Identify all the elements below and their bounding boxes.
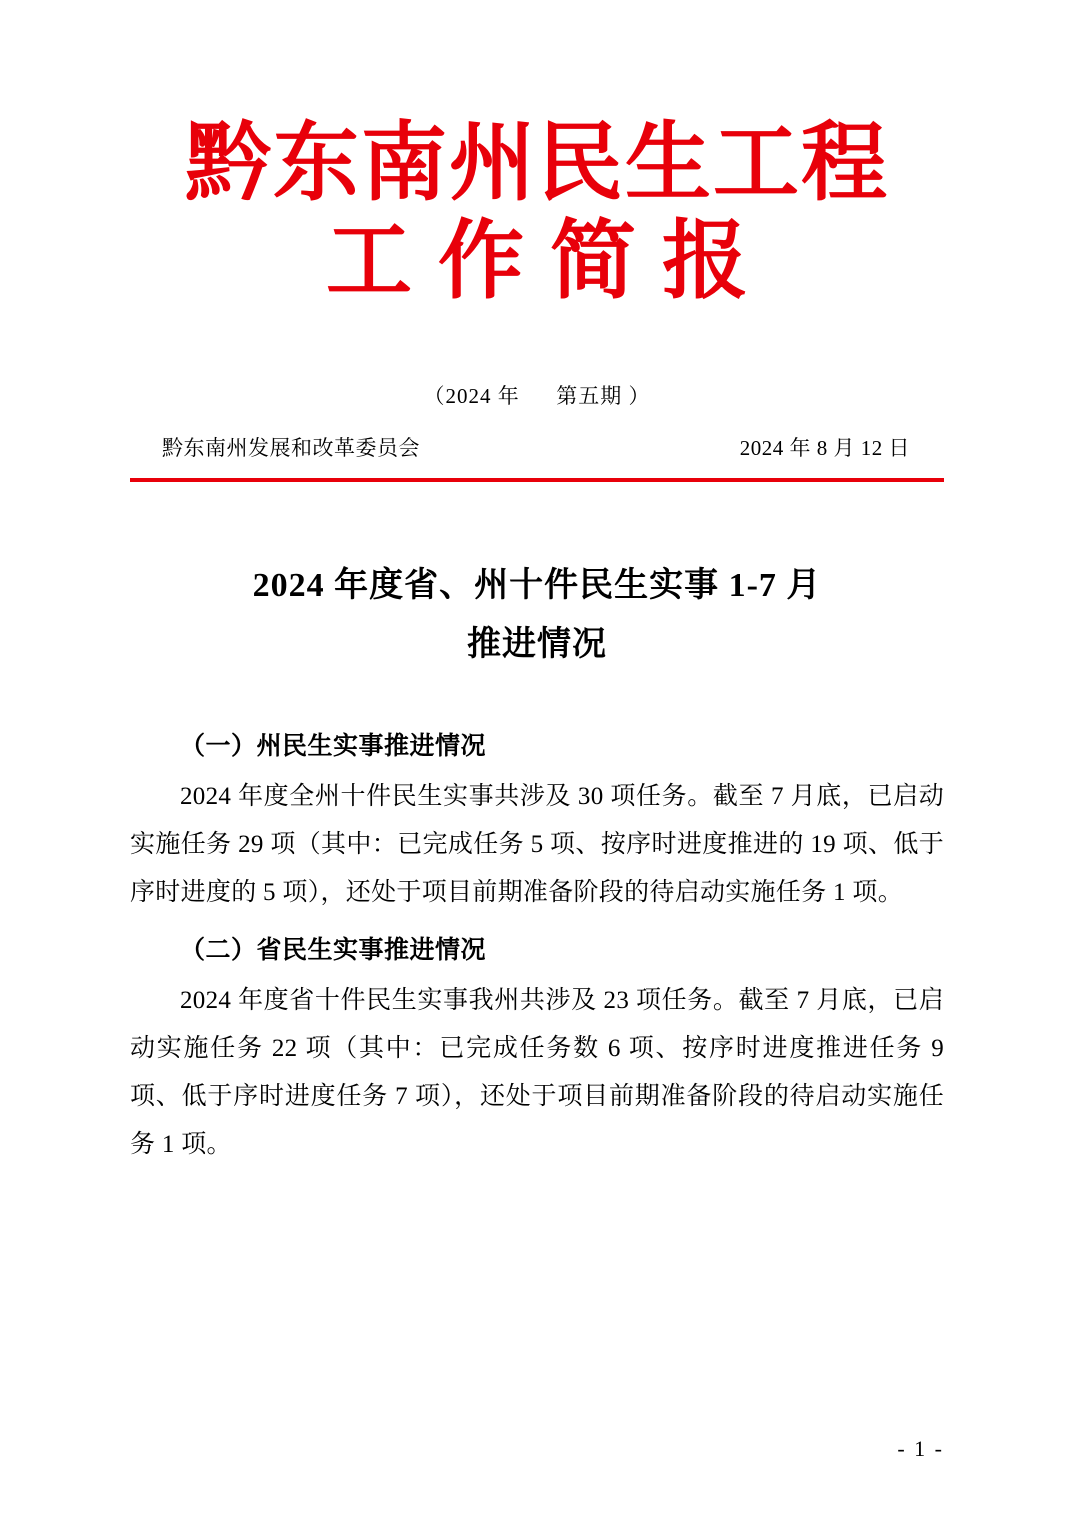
issue-number: 第五期: [556, 383, 623, 408]
article-body: [130, 723, 944, 1169]
issue-suffix: ）: [628, 383, 651, 408]
masthead-title-line1: 黔东南州民生工程: [185, 113, 889, 213]
page-number: - 1 -: [897, 1436, 944, 1461]
page-title-line1: 2024 年度省、州十件民生实事 1-7 月: [252, 566, 822, 604]
page-title-line2: 推进情况: [467, 626, 607, 664]
publish-date: 2024 年 8 月 12 日: [739, 435, 910, 460]
publisher-name: 黔东南州发展和改革委员会: [162, 435, 420, 460]
header-divider: [130, 478, 944, 482]
issue-prefix: （2024 年: [423, 383, 520, 408]
masthead: [130, 0, 944, 316]
masthead-title-line2: 工作简报: [326, 211, 774, 312]
publisher-row: [130, 432, 944, 462]
issue-line: [130, 380, 944, 410]
section-paragraph-1: 2024 年度全州十件民生实事共涉及 30 项任务。截至 7 月底，已启动实施任务 29 项（其中：已完成任务 5 项、按序时进度推进的 19 项、低于序时进度的 5 项），还处于项目前期准备阶段的待启动实施任务 1 项。: [130, 782, 944, 906]
section-heading-1: （一）州民生实事推进情况: [180, 732, 487, 760]
section-paragraph-2: 2024 年度省十件民生实事我州共涉及 23 项任务。截至 7 月底，已启动实施任务 22 项（其中：已完成任务数 6 项、按序时进度推进任务 9 项、低于序时进度任务 7 项），还处于项目前期准备阶段的待启动实施任务 1 项。: [130, 986, 944, 1158]
page-title: [130, 556, 944, 675]
section-heading-2: （二）省民生实事推进情况: [180, 936, 487, 964]
